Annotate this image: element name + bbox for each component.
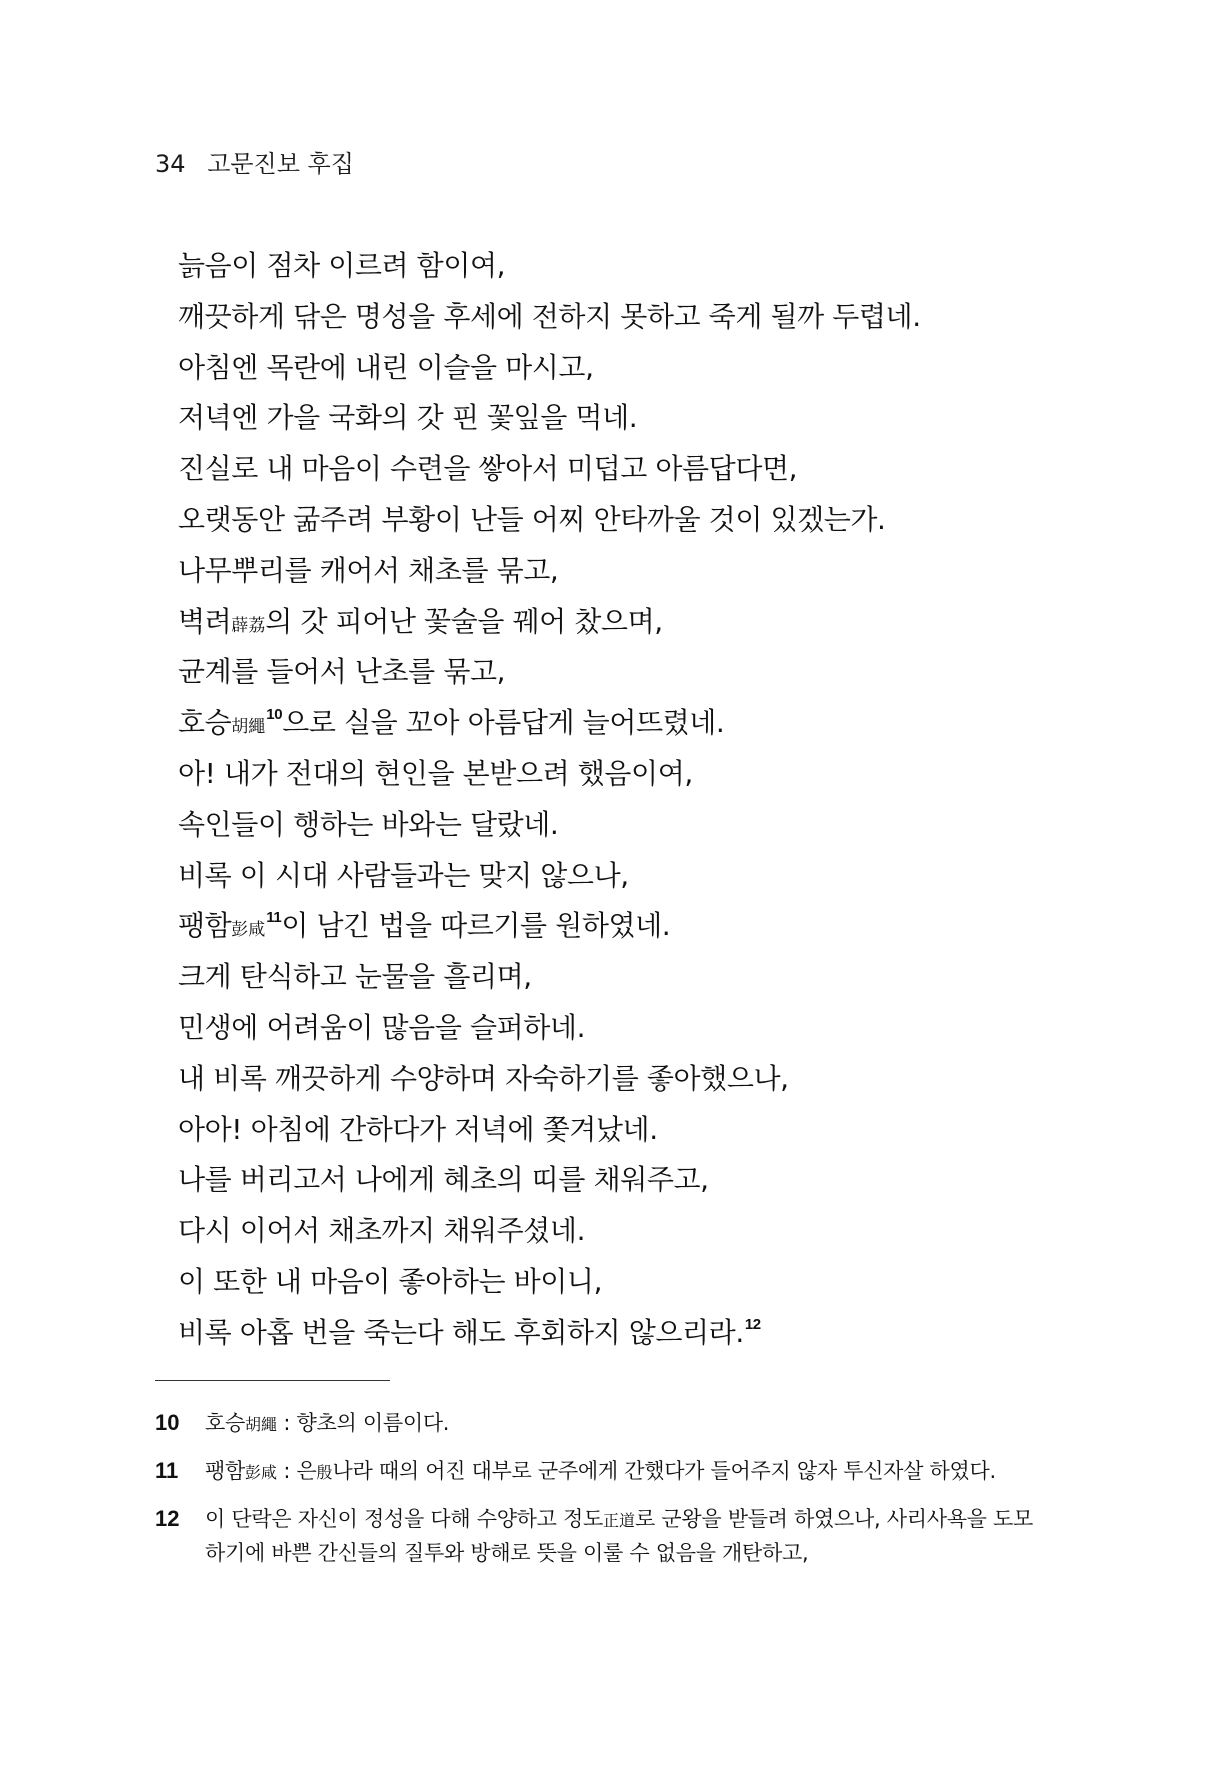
poem-line [178,1260,1058,1311]
poem-line-text: 이 남긴 법을 따르기를 원하였네. [281,909,671,943]
poem-line-text: 나를 버리고서 나에게 혜초의 띠를 채워주고, [178,1163,709,1197]
poem-line [178,396,1058,447]
footnote-ref[interactable]: 11 [266,909,282,927]
poem-line [178,600,1058,651]
poem-line [178,1108,1058,1159]
poem-line-text: 다시 이어서 채초까지 채워주셨네. [178,1214,586,1248]
poem-line-text: 의 갓 피어난 꽃술을 꿰어 찼으며, [265,604,663,638]
poem-line-text: 아아! 아침에 간하다가 저녁에 쫓겨났네. [178,1112,658,1146]
hanja-annotation: 薜荔 [231,615,266,636]
poem-body [178,244,1058,1362]
poem-line [178,1006,1058,1057]
footnote-definition: : 향초의 이름이다. [277,1411,450,1435]
poem-line [178,904,1058,955]
footnote-ref[interactable]: 10 [266,706,283,724]
poem-line [178,1209,1058,1260]
poem-line-text: 아침엔 목란에 내린 이슬을 마시고, [178,350,594,384]
footnote-item [155,1455,1035,1489]
footnote-term: 팽함 [205,1459,245,1483]
poem-line [178,346,1058,397]
footnote-text [205,1455,1035,1489]
page-header [155,150,354,178]
footnote-number: 12 [155,1506,180,1531]
poem-line [178,244,1058,295]
footnote-definition: 로 군왕을 받들려 하였으나, 사리사욕을 도모하기에 바쁜 간신들의 질투와 방해로 뜻을 이룰 수 없음을 개탄하고, [205,1507,1034,1565]
footnote-item [155,1503,1035,1569]
footnote-number: 10 [155,1410,180,1435]
poem-line-text: 팽함 [178,909,232,943]
hanja-annotation: 彭咸 [244,1463,277,1482]
hanja-annotation: 胡繩 [244,1415,277,1434]
book-title: 고문진보 후집 [207,150,354,178]
page-number: 34 [155,150,186,178]
poem-line-text: 벽려 [178,604,232,638]
poem-line-text: 속인들이 행하는 바와는 달랐네. [178,807,559,841]
poem-line-text: 호승 [178,706,232,740]
hanja-annotation: 正道 [603,1511,636,1530]
poem-line-text: 저녁엔 가을 국화의 갓 핀 꽃잎을 먹네. [178,401,638,435]
poem-line [178,1057,1058,1108]
footnote-term: 이 단락은 자신이 정성을 다해 수양하고 정도 [205,1507,603,1531]
poem-line-text: 민생에 어려움이 많음을 슬퍼하네. [178,1010,586,1044]
footnote-number: 11 [155,1458,179,1483]
poem-line-text: 크게 탄식하고 눈물을 흘리며, [178,960,532,994]
poem-line-text: 균계를 들어서 난초를 묶고, [178,655,506,689]
poem-line [178,854,1058,905]
poem-line [178,701,1058,752]
footnotes [155,1407,1035,1583]
poem-line [178,549,1058,600]
poem-line [178,1158,1058,1209]
poem-line [178,803,1058,854]
poem-line-text: 내 비록 깨끗하게 수양하며 자숙하기를 좋아했으나, [178,1061,789,1095]
poem-line-text: 오랫동안 굶주려 부황이 난들 어찌 안타까울 것이 있겠는가. [178,502,886,536]
poem-line [178,295,1058,346]
footnote-term: 호승 [205,1411,245,1435]
poem-line-text: 비록 아홉 번을 죽는다 해도 후회하지 않으리라. [178,1315,744,1349]
poem-line-text: 나무뿌리를 캐어서 채초를 묶고, [178,553,559,587]
poem-line-text: 비록 이 시대 사람들과는 맞지 않으나, [178,858,629,892]
hanja-annotation: 殷 [316,1463,333,1482]
poem-line-text: 늙음이 점차 이르려 함이여, [178,249,506,282]
footnote-text [205,1407,1035,1441]
hanja-annotation: 胡繩 [231,717,266,738]
footnote-text [205,1503,1035,1569]
poem-line [178,650,1058,701]
poem-line [178,498,1058,549]
footnote-item [155,1407,1035,1441]
poem-line [178,1311,1058,1362]
hanja-annotation: 彭咸 [231,920,266,941]
poem-line-text: 이 또한 내 마음이 좋아하는 바이니, [178,1264,603,1298]
poem-line [178,447,1058,498]
footnote-ref[interactable]: 12 [744,1315,761,1333]
poem-line [178,752,1058,803]
footnote-definition: : 은 [277,1459,317,1483]
poem-line-text: 아! 내가 전대의 현인을 본받으려 했음이여, [178,756,693,790]
poem-line-text: 으로 실을 꼬아 아름답게 늘어뜨렸네. [282,706,725,740]
footnote-definition: 나라 때의 어진 대부로 군주에게 간했다가 들어주지 않자 투신자살 하였다. [332,1459,996,1483]
poem-line-text: 진실로 내 마음이 수련을 쌓아서 미덥고 아름답다면, [178,452,798,486]
footnote-divider [155,1380,390,1381]
poem-line [178,955,1058,1006]
poem-line-text: 깨끗하게 닦은 명성을 후세에 전하지 못하고 죽게 될까 두렵네. [178,299,921,333]
